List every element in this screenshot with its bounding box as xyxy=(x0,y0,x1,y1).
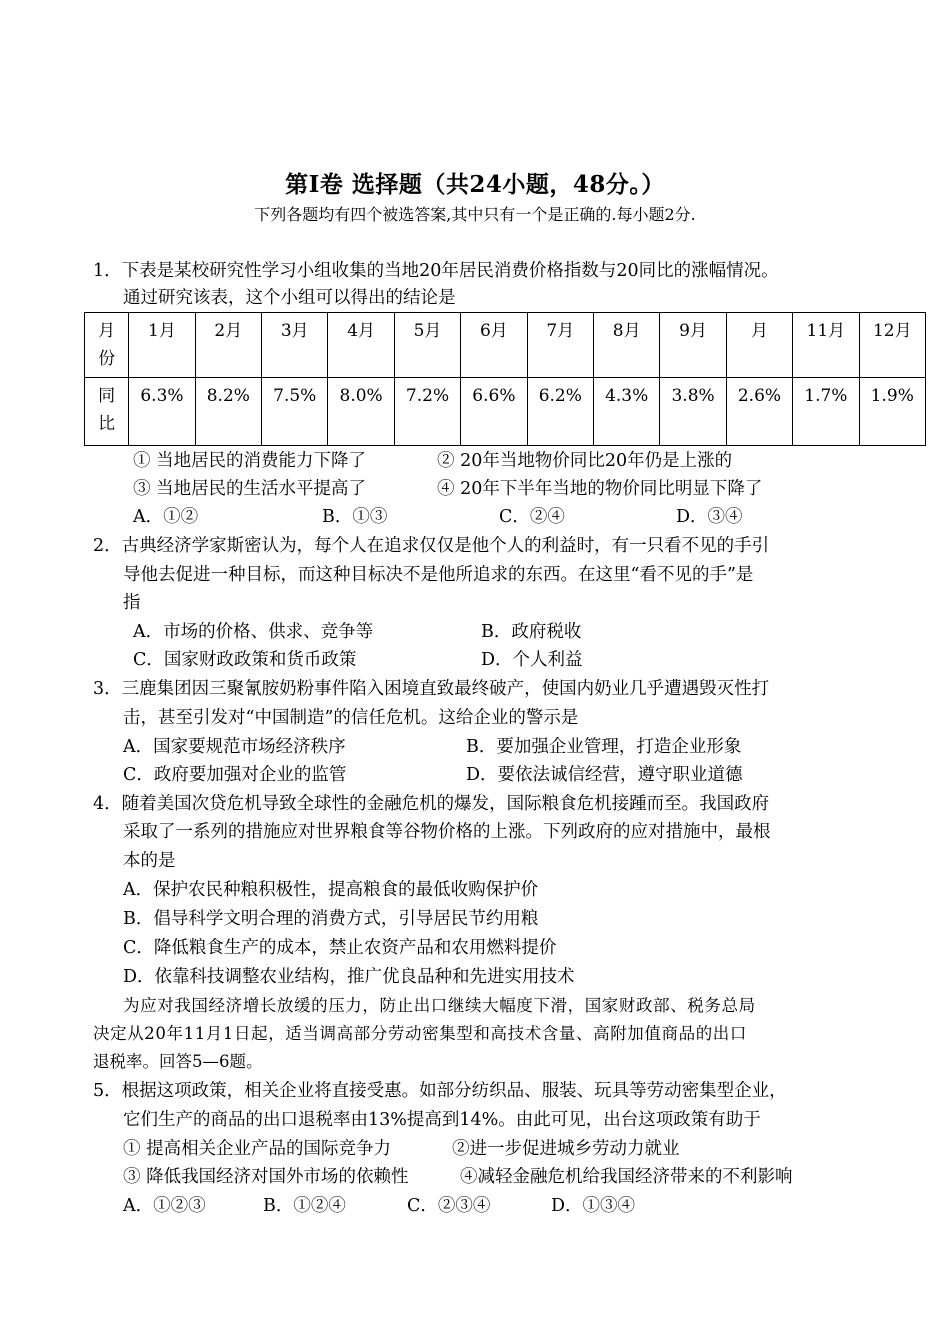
q3-stem-line1: 3．三鹿集团因三聚氰胺奶粉事件陷入困境直致最终破产，使国内奶业几乎遭遇毁灭性打 xyxy=(93,679,770,699)
table-header-month: 月 份 xyxy=(85,313,129,378)
q5-option-d[interactable]: D．①③④ xyxy=(551,1196,636,1216)
q2-option-d[interactable]: D．个人利益 xyxy=(481,650,583,670)
q3-option-b[interactable]: B．要加强企业管理，打造企业形象 xyxy=(466,737,742,757)
table-cell: 7月 xyxy=(527,313,593,378)
table-cell: 2月 xyxy=(195,313,261,378)
q4-option-b[interactable]: B．倡导科学文明合理的消费方式，引导居民节约用粮 xyxy=(123,909,539,929)
q2-option-a[interactable]: A．市场的价格、供求、竞争等 xyxy=(133,622,374,642)
q4-option-d[interactable]: D．依靠科技调整农业结构，推广优良品种和先进实用技术 xyxy=(123,967,575,987)
q1-statement-1: ① 当地居民的消费能力下降了 xyxy=(133,451,367,471)
passage-line2: 决定从20年11月1日起，适当调高部分劳动密集型和高技术含量、高附加值商品的出口 xyxy=(93,1024,747,1043)
q1-option-c[interactable]: C．②④ xyxy=(499,507,565,527)
table-cell: 3月 xyxy=(262,313,328,378)
table-cell: 6.2% xyxy=(527,378,593,446)
q1-statement-4: ④ 20年下半年当地的物价同比明显下降了 xyxy=(437,479,763,499)
q2-stem-line1: 2．古典经济学家斯密认为，每个人在追求仅仅是他个人的利益时，有一只看不见的手引 xyxy=(93,536,770,556)
q5-statement-4: ④减轻金融危机给我国经济带来的不利影响 xyxy=(460,1167,793,1187)
table-cell: 7.2% xyxy=(394,378,460,446)
q1-stem-line2: 通过研究该表，这个小组可以得出的结论是 xyxy=(123,288,456,308)
q5-option-a[interactable]: A．①②③ xyxy=(123,1196,206,1216)
q5-statement-2: ②进一步促进城乡劳动力就业 xyxy=(452,1139,680,1159)
table-cell: 6.6% xyxy=(461,378,527,446)
q5-option-c[interactable]: C．②③④ xyxy=(407,1196,491,1216)
q5-statement-1: ① 提高相关企业产品的国际竞争力 xyxy=(123,1139,392,1159)
q1-option-b[interactable]: B．①③ xyxy=(322,507,388,527)
q5-stem-line1: 5．根据这项政策，相关企业将直接受惠。如部分纺织品、服装、玩具等劳动密集型企业， xyxy=(93,1081,787,1101)
table-cell: 1.9% xyxy=(859,378,925,446)
table-cell: 4月 xyxy=(328,313,394,378)
table-cell: 2.6% xyxy=(726,378,792,446)
table-cell: 5月 xyxy=(394,313,460,378)
table-row-yoy xyxy=(85,378,926,446)
q2-option-b[interactable]: B．政府税收 xyxy=(481,622,582,642)
section-title: 第Ⅰ卷 选择题（共24小题，48分。） xyxy=(285,171,665,198)
q1-statement-2: ② 20年当地物价同比20年仍是上涨的 xyxy=(437,451,733,471)
table-cell: 月 xyxy=(726,313,792,378)
q2-stem-line2: 导他去促进一种目标，而这种目标决不是他所追求的东西。在这里“看不见的手”是 xyxy=(123,565,754,585)
table-cell: 3.8% xyxy=(660,378,726,446)
q1-option-a[interactable]: A．①② xyxy=(133,507,199,527)
q3-option-d[interactable]: D．要依法诚信经营，遵守职业道德 xyxy=(466,765,743,785)
q2-option-c[interactable]: C．国家财政政策和货币政策 xyxy=(133,650,357,670)
q4-option-a[interactable]: A．保护农民种粮积极性，提高粮食的最低收购保护价 xyxy=(123,880,539,900)
table-cell: 1月 xyxy=(129,313,195,378)
table-cell: 4.3% xyxy=(593,378,659,446)
q5-stem-line2: 它们生产的商品的出口退税率由13%提高到14%。由此可见，出台这项政策有助于 xyxy=(123,1110,761,1130)
table-cell: 11月 xyxy=(793,313,859,378)
q1-statement-3: ③ 当地居民的生活水平提高了 xyxy=(133,479,367,499)
q2-stem-line3: 指 xyxy=(123,593,141,613)
passage-line1: 为应对我国经济增长放缓的压力，防止出口继续大幅度下滑，国家财政部、税务总局 xyxy=(123,996,756,1015)
table-cell: 1.7% xyxy=(793,378,859,446)
q5-option-b[interactable]: B．①②④ xyxy=(263,1196,346,1216)
cpi-table xyxy=(84,312,926,446)
q3-stem-line2: 击，甚至引发对“中国制造”的信任危机。这给企业的警示是 xyxy=(123,708,579,728)
table-cell: 9月 xyxy=(660,313,726,378)
passage-line3: 退税率。回答5—6题。 xyxy=(93,1052,263,1071)
table-cell: 7.5% xyxy=(262,378,328,446)
table-cell: 8.0% xyxy=(328,378,394,446)
q4-stem-line3: 本的是 xyxy=(123,851,176,871)
table-cell: 8月 xyxy=(593,313,659,378)
q5-statement-3: ③ 降低我国经济对国外市场的依赖性 xyxy=(123,1167,409,1187)
q4-option-c[interactable]: C．降低粮食生产的成本，禁止农资产品和农用燃料提价 xyxy=(123,938,557,958)
table-cell: 6.3% xyxy=(129,378,195,446)
q4-stem-line1: 4．随着美国次贷危机导致全球性的金融危机的爆发，国际粮食危机接踵而至。我国政府 xyxy=(93,794,770,814)
q1-stem-line1: 1．下表是某校研究性学习小组收集的当地20年居民消费价格指数与20同比的涨幅情况。 xyxy=(93,261,779,281)
q3-option-a[interactable]: A．国家要规范市场经济秩序 xyxy=(123,737,346,757)
section-instructions: 下列各题均有四个被选答案,其中只有一个是正确的.每小题2分. xyxy=(254,205,696,224)
table-cell: 6月 xyxy=(461,313,527,378)
q4-stem-line2: 采取了一系列的措施应对世界粮食等谷物价格的上涨。下列政府的应对措施中，最根 xyxy=(123,822,771,842)
table-cell: 12月 xyxy=(859,313,925,378)
table-row-month xyxy=(85,313,926,378)
q1-option-d[interactable]: D．③④ xyxy=(676,507,743,527)
table-cell: 8.2% xyxy=(195,378,261,446)
table-header-yoy: 同 比 xyxy=(85,378,129,446)
q3-option-c[interactable]: C．政府要加强对企业的监管 xyxy=(123,765,347,785)
